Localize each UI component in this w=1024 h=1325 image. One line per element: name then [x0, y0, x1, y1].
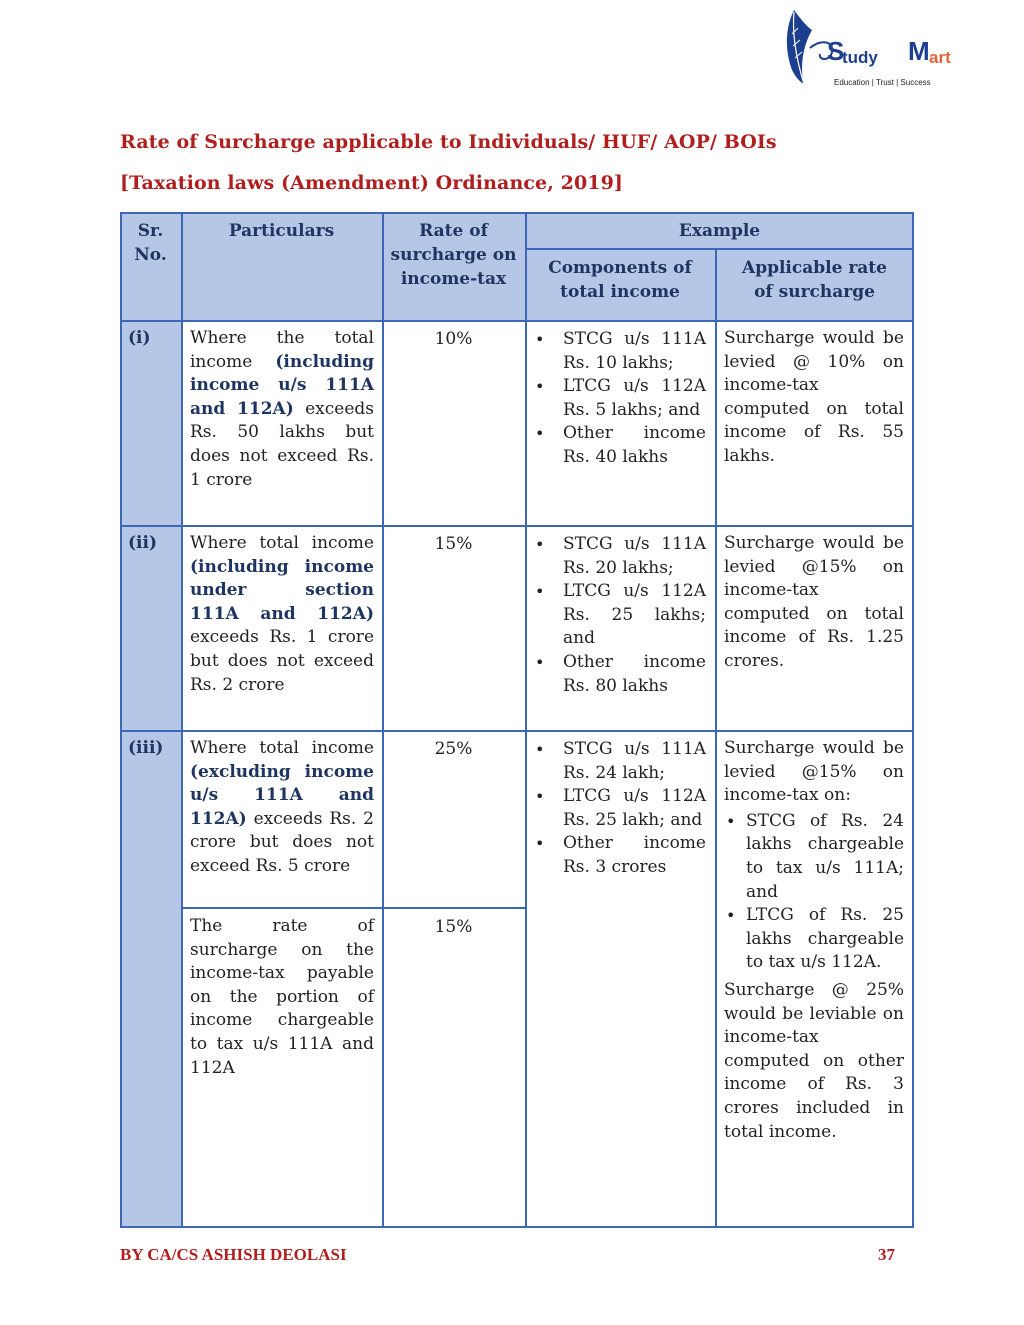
divider [382, 212, 384, 1228]
header-components: Components of total income [548, 258, 692, 302]
row-2-components [527, 533, 706, 698]
row-3-sr: (iii) [128, 738, 164, 758]
sr-column-bg [120, 212, 181, 1228]
list-item: • STCG of Rs. 24 lakhs chargeable to tax u/s 111A; and [746, 810, 904, 904]
divider [120, 730, 914, 732]
footer-author: BY CA/CS ASHISH DEOLASI [120, 1245, 347, 1264]
logo-word-art: art [929, 48, 951, 67]
surcharge-table [120, 212, 914, 1228]
table-border-top [120, 212, 914, 214]
row-3-sub-rate: 15% [434, 917, 473, 937]
list-item: • STCG u/s 111A Rs. 10 lakhs; [563, 328, 706, 375]
divider [120, 525, 914, 527]
row-2-applicable: Surcharge would be levied @15% on income-tax computed on total income of Rs. 1.25 crores. [724, 533, 904, 671]
list-item: • Other income Rs. 80 lakhs [563, 651, 706, 698]
header-applicable: Applicable rate of surcharge [742, 258, 887, 302]
list-item: • Other income Rs. 3 crores [563, 832, 706, 879]
header-sr-no: Sr. No. [134, 221, 167, 265]
logo-tagline: Education | Trust | Success [834, 78, 931, 87]
list-item: • LTCG u/s 112A Rs. 25 lakh; and [563, 785, 706, 832]
header-rate: Rate of surcharge on income-tax [390, 221, 517, 289]
row-3-applicable-outro: Surcharge @ 25% would be leviable on income-tax computed on other income of Rs. 3 crores included in total income. [724, 979, 904, 1142]
list-item: • LTCG of Rs. 25 lakhs chargeable to tax u/s 112A. [746, 904, 904, 975]
logo-word-tudy: tudy [842, 48, 878, 67]
logo-letter-s: S [827, 36, 845, 66]
list-item: • Other income Rs. 40 lakhs [563, 422, 706, 469]
row-2-sr: (ii) [128, 533, 158, 553]
row-3-particulars: Where total income (excluding income u/s 111A and 112A) exceeds Rs. 2 crore but does not exceed Rs. 5 crore [190, 738, 374, 876]
row-3-components [527, 738, 706, 880]
header-example: Example [678, 221, 761, 241]
row-2-rate: 15% [434, 534, 473, 554]
row-3-applicable-intro: Surcharge would be levied @15% on income-tax on: [724, 738, 904, 806]
list-item: • LTCG u/s 112A Rs. 25 lakhs; and [563, 580, 706, 651]
list-item: • STCG u/s 111A Rs. 20 lakhs; [563, 533, 706, 580]
divider [715, 249, 717, 1228]
table-border-left [120, 212, 122, 1228]
table-border-right [912, 212, 914, 1228]
row-3-sub-particulars: The rate of surcharge on the income-tax payable on the portion of income chargeable to tax u/s 111A and 112A [190, 916, 374, 1078]
row-1-sr: (i) [128, 328, 151, 348]
page-title: Rate of Surcharge applicable to Individuals/ HUF/ AOP/ BOIs [120, 131, 777, 153]
divider [525, 248, 914, 250]
list-item: • LTCG u/s 112A Rs. 5 lakhs; and [563, 375, 706, 422]
divider [181, 212, 183, 1228]
list-item: • STCG u/s 111A Rs. 24 lakh; [563, 738, 706, 785]
studymart-logo [782, 8, 972, 90]
row-1-particulars: Where the total income (including income u/s 111A and 112A) exceeds Rs. 50 lakhs but does not exceed Rs. 1 crore [190, 328, 374, 490]
row-1-applicable: Surcharge would be levied @ 10% on income-tax computed on total income of Rs. 55 lakhs. [724, 328, 904, 466]
page-subtitle: [Taxation laws (Amendment) Ordinance, 2019] [120, 172, 624, 194]
row-1-components [527, 328, 706, 470]
header-particulars: Particulars [228, 221, 335, 241]
divider [181, 907, 525, 909]
logo-letter-m: M [908, 36, 930, 66]
row-1-rate: 10% [434, 329, 473, 349]
row-2-particulars: Where total income (including income under section 111A and 112A) exceeds Rs. 1 crore but does not exceed Rs. 2 crore [190, 533, 374, 695]
table-border-bottom [120, 1226, 914, 1228]
row-3-applicable-list [724, 810, 904, 975]
row-3-rate: 25% [434, 739, 473, 759]
divider [120, 320, 914, 322]
page-number: 37 [878, 1245, 895, 1264]
divider [525, 212, 527, 1228]
row-3-applicable [724, 737, 904, 1144]
